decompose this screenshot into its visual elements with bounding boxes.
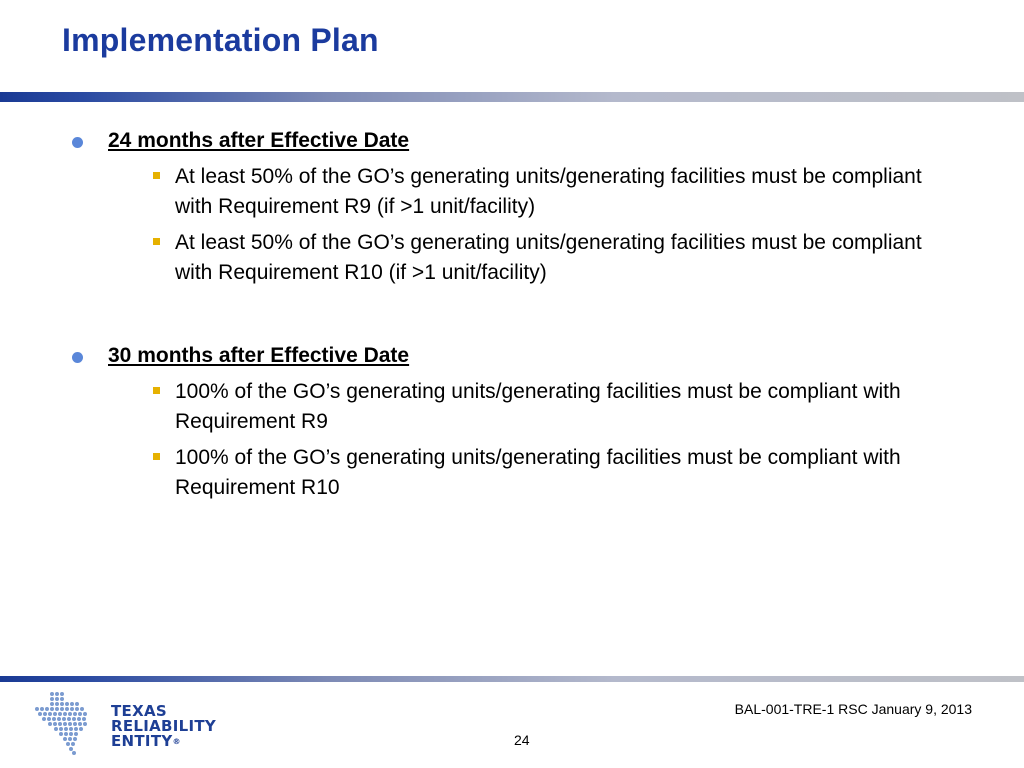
round-bullet-icon	[72, 137, 83, 148]
section-30-months	[70, 341, 1024, 503]
texas-reliability-entity-logo	[30, 688, 230, 760]
section-heading: 30 months after Effective Date	[108, 344, 410, 367]
title-divider	[0, 92, 1024, 102]
section-24-months	[70, 126, 1024, 288]
list-item	[153, 443, 933, 503]
texas-map-dots-icon	[30, 688, 110, 760]
list-item-text: At least 50% of the GO’s generating units/generating facilities must be compliant with Requirement R9 (if >1 unit/facility)	[175, 165, 922, 218]
page-number: 24	[514, 732, 530, 748]
logo-line-entity: ENTITY	[111, 732, 173, 750]
slide-content	[0, 126, 1024, 503]
logo-line-reliability: RELIABILITY	[111, 717, 217, 735]
square-bullet-icon	[153, 172, 160, 179]
list-item	[153, 162, 933, 222]
logo-trademark: ®	[172, 737, 181, 746]
footer-divider	[0, 676, 1024, 682]
square-bullet-icon	[153, 238, 160, 245]
logo-line-entity-wrap	[111, 734, 216, 749]
slide-title: Implementation Plan	[62, 22, 379, 58]
list-item	[153, 377, 933, 437]
round-bullet-icon	[72, 352, 83, 363]
footer-label: BAL-001-TRE-1 RSC January 9, 2013	[734, 701, 972, 717]
list-item-text: 100% of the GO’s generating units/generating facilities must be compliant with Requirement R10	[175, 446, 901, 499]
list-item-text: 100% of the GO’s generating units/generating facilities must be compliant with Requirement R9	[175, 380, 901, 433]
list-item	[153, 228, 933, 288]
list-item-text: At least 50% of the GO’s generating units/generating facilities must be compliant with Requirement R10 (if >1 unit/facility)	[175, 231, 922, 284]
logo-wordmark	[111, 704, 216, 749]
section-heading: 24 months after Effective Date	[108, 129, 410, 152]
square-bullet-icon	[153, 387, 160, 394]
logo-line-texas: TEXAS	[111, 702, 167, 720]
square-bullet-icon	[153, 453, 160, 460]
